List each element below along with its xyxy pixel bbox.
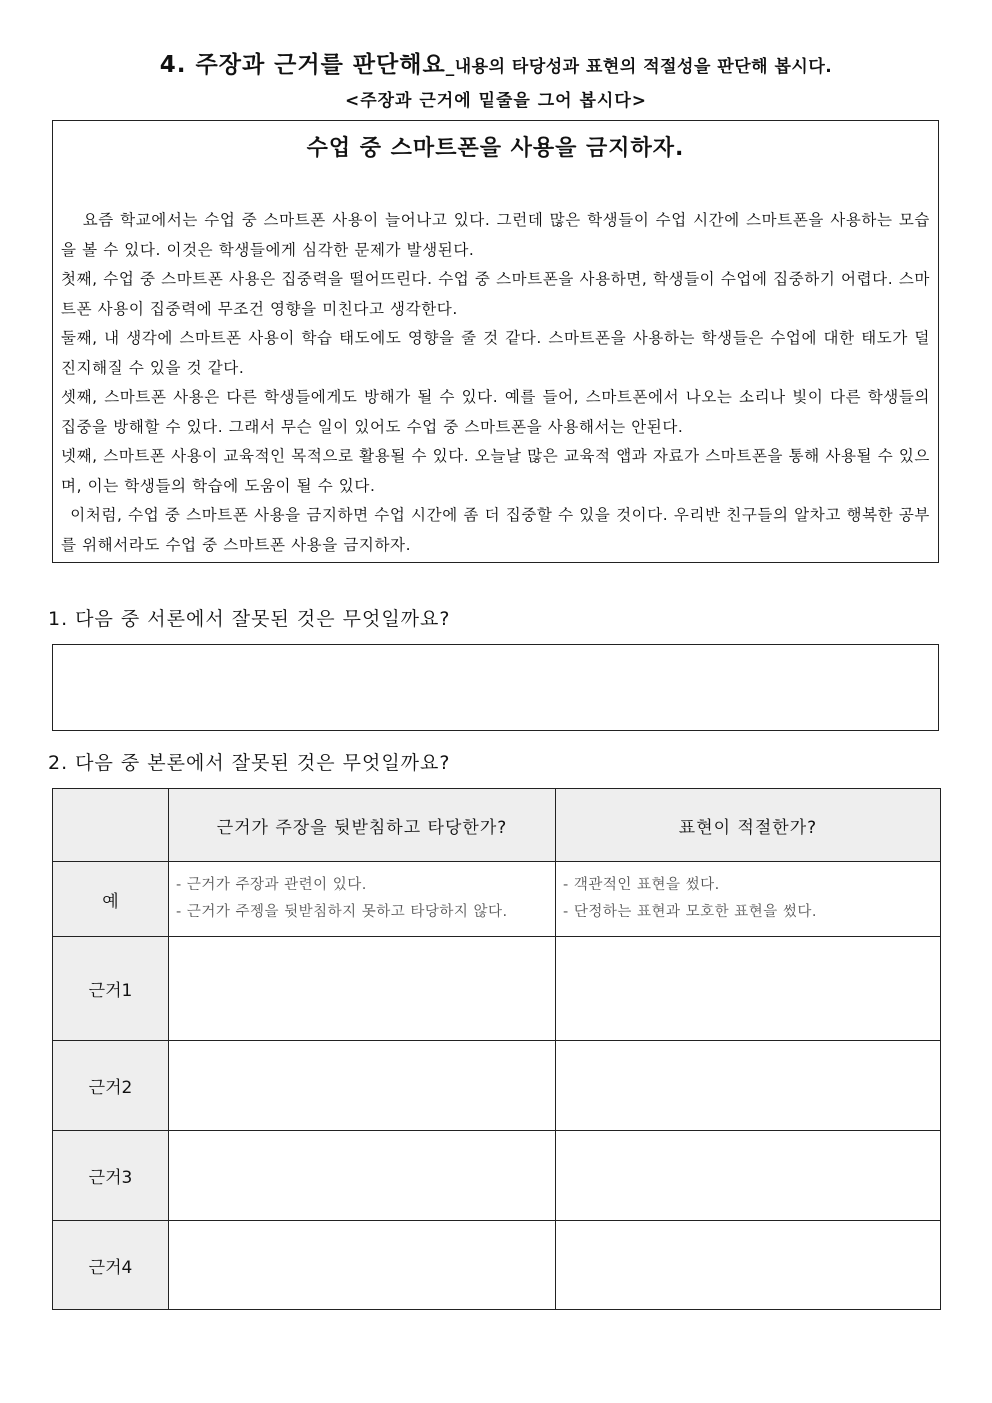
row-label-reason2: 근거2	[53, 1041, 169, 1131]
row-label-example: 예	[53, 862, 169, 937]
evaluation-table	[52, 788, 941, 1310]
answer-cell-reason4-validity[interactable]	[169, 1221, 556, 1310]
passage-paragraph-conclusion: 이처럼, 수업 중 스마트폰 사용을 금지하면 수업 시간에 좀 더 집중할 수 있을 것이다. 우리반 친구들의 알차고 행복한 공부를 위해서라도 수업 중 스마트폰 사용을 금지하자.	[61, 506, 930, 554]
passage-paragraph-intro: 요즘 학교에서는 수업 중 스마트폰 사용이 늘어나고 있다. 그런데 많은 학생들이 수업 시간에 스마트폰을 사용하는 모습을 볼 수 있다. 이것은 학생들에게 심각한 문제가 발생된다.	[61, 211, 930, 259]
passage-box	[52, 120, 939, 563]
example-expression-line-1: - 객관적인 표현을 썼다.	[563, 877, 720, 893]
passage-body	[61, 206, 930, 560]
row-label-reason1: 근거1	[53, 937, 169, 1041]
answer-cell-reason2-validity[interactable]	[169, 1041, 556, 1131]
example-expression-line-2: - 단정하는 표현과 모호한 표현을 썼다.	[563, 904, 817, 920]
worksheet-title	[0, 46, 992, 79]
answer-cell-reason1-expression[interactable]	[556, 937, 941, 1041]
title-sub: _내용의 타당성과 표현의 적절성을 판단해 봅시다.	[445, 57, 833, 77]
answer-box-q1[interactable]	[52, 644, 939, 731]
answer-cell-reason1-validity[interactable]	[169, 937, 556, 1041]
passage-paragraph-reason4: 넷째, 스마트폰 사용이 교육적인 목적으로 활용될 수 있다. 오늘날 많은 교육적 앱과 자료가 스마트폰을 통해 사용될 수 있으며, 이는 학생들의 학습에 도움이 될 수 있다.	[61, 447, 930, 495]
instruction-guide: <주장과 근거에 밑줄을 그어 봅시다>	[344, 91, 648, 111]
example-validity-line-2: - 근거가 주젱을 뒷받침하지 못하고 타당하지 않다.	[176, 904, 508, 920]
passage-paragraph-reason3: 셋째, 스마트폰 사용은 다른 학생들에게도 방해가 될 수 있다. 예를 들어, 스마트폰에서 나오는 소리나 빛이 다른 학생들의 집중을 방해할 수 있다. 그래서 무슨 일이 있어도 수업 중 스마트폰을 사용해서는 안된다.	[61, 388, 930, 436]
table-corner-cell	[53, 789, 169, 862]
passage-paragraph-reason1: 첫째, 수업 중 스마트폰 사용은 집중력을 떨어뜨린다. 수업 중 스마트폰을 사용하면, 학생들이 수업에 집중하기 어렵다. 스마트폰 사용이 집중력에 무조건 영향을 미친다고 생각한다.	[61, 270, 930, 318]
answer-cell-reason4-expression[interactable]	[556, 1221, 941, 1310]
title-main: 4. 주장과 근거를 판단해요	[159, 52, 446, 78]
passage-paragraph-reason2: 둘째, 내 생각에 스마트폰 사용이 학습 태도에도 영향을 줄 것 같다. 스마트폰을 사용하는 학생들은 수업에 대한 태도가 덜 진지해질 수 있을 것 같다.	[61, 329, 930, 377]
example-expression-cell	[556, 862, 941, 937]
table-header-validity: 근거가 주장을 뒷받침하고 타당한가?	[169, 789, 556, 862]
passage-title: 수업 중 스마트폰을 사용을 금지하자.	[306, 136, 685, 161]
row-label-reason3: 근거3	[53, 1131, 169, 1221]
question-1: 1. 다음 중 서론에서 잘못된 것은 무엇일까요?	[48, 608, 451, 630]
answer-cell-reason3-expression[interactable]	[556, 1131, 941, 1221]
question-2: 2. 다음 중 본론에서 잘못된 것은 무엇일까요?	[48, 752, 451, 774]
table-header-expression: 표현이 적절한가?	[556, 789, 941, 862]
row-label-reason4: 근거4	[53, 1221, 169, 1310]
example-validity-line-1: - 근거가 주장과 관련이 있다.	[176, 877, 367, 893]
example-validity-cell	[169, 862, 556, 937]
answer-cell-reason2-expression[interactable]	[556, 1041, 941, 1131]
answer-cell-reason3-validity[interactable]	[169, 1131, 556, 1221]
